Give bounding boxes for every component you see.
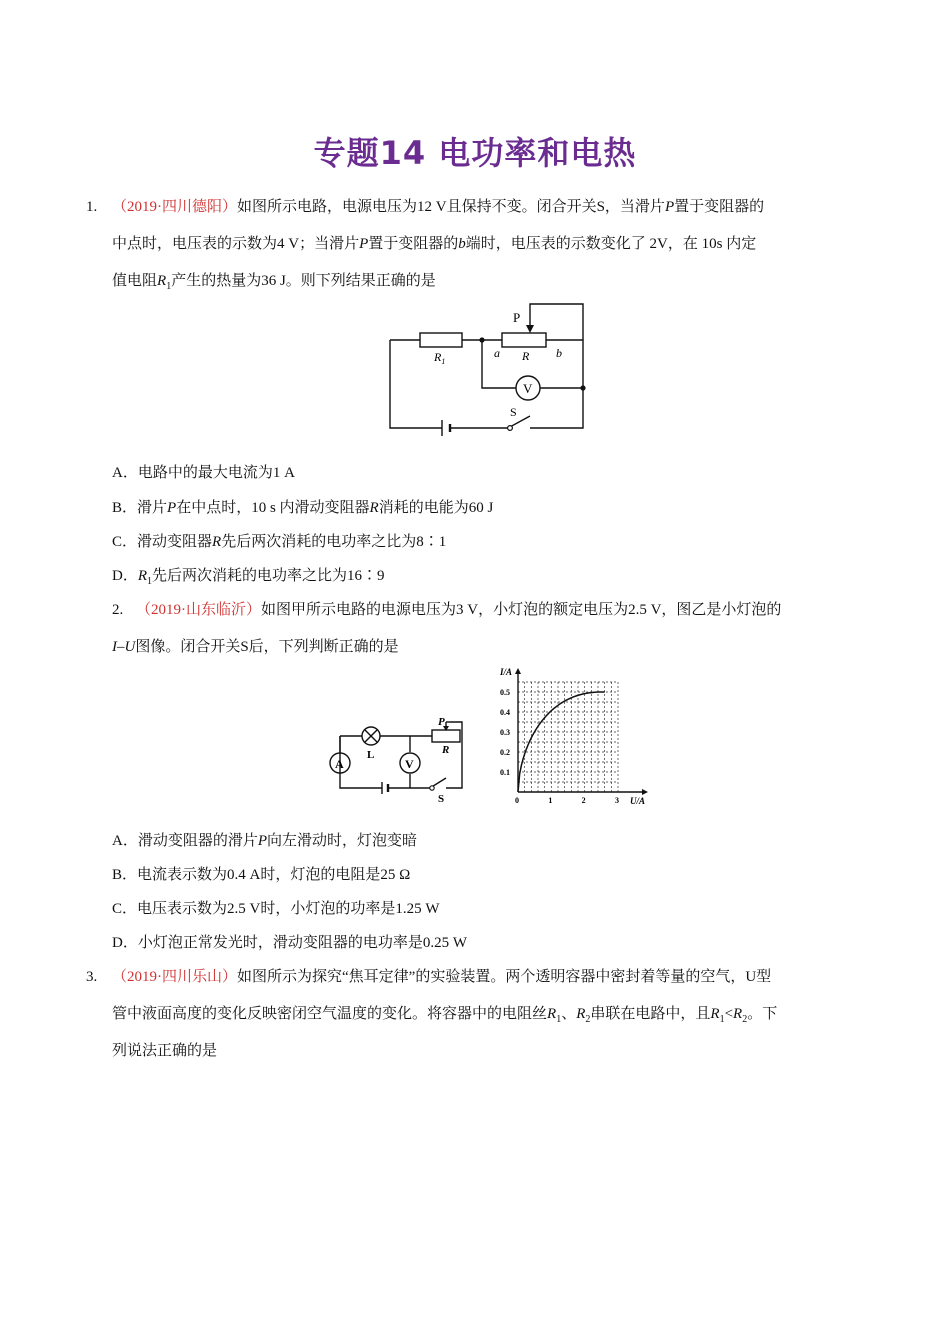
x-tick-label: 2 — [581, 796, 586, 805]
y-axis-label: I/A — [500, 667, 513, 677]
q1-stem-line3 — [112, 270, 872, 298]
label-r1: $R_1$ — [434, 350, 446, 366]
x-tick-label: 0 — [515, 796, 519, 805]
voltmeter-label: V — [405, 757, 414, 771]
label-a: a — [494, 346, 500, 360]
q1-source: （2019·四川德阳） — [112, 199, 237, 215]
q3-stem-line2: 管中液面高度的变化反映密闭空气温度的变化。将容器中的电阻丝$R_1$、$R_2$串联在电路中，且$R_1<R_2$。下 — [112, 1006, 778, 1025]
q2-source: （2019·山东临沂） — [136, 602, 261, 618]
label-p: P — [513, 310, 521, 325]
label-r: R — [442, 744, 450, 756]
q2-text: 图像。闭合开关S后，下列判断正确的是 — [135, 639, 399, 655]
q1-stem-line1 — [112, 196, 872, 218]
q1-text: 中点时，电压表的示数为4 V；当滑片 — [112, 236, 360, 252]
q1-option-c: C．滑动变阻器R先后两次消耗的电功率之比为8∶1 — [112, 534, 447, 550]
q3-source: （2019·四川乐山） — [112, 969, 237, 985]
label-b: b — [556, 346, 562, 360]
y-tick-label: 0.3 — [500, 728, 510, 737]
q1-text: 如图所示电路，电源电压为12 V且保持不变。闭合开关S，当滑片 — [237, 199, 665, 215]
q1-text: 置于变阻器的 — [674, 199, 765, 215]
q2-stem-line1 — [136, 599, 896, 621]
q2-option-c: C．电压表示数为2.5 V时，小灯泡的功率是1.25 W — [112, 901, 440, 917]
q1-option-d: D．$R_1$先后两次消耗的电功率之比为16∶9 — [112, 568, 385, 587]
voltmeter-label: V — [523, 381, 533, 396]
q1-var-p: P — [359, 236, 369, 252]
ammeter-label: A — [335, 757, 344, 771]
q1-number: 1. — [86, 199, 98, 215]
y-tick-label: 0.4 — [500, 708, 510, 717]
page-title: 专题14 电功率和电热 — [313, 134, 637, 172]
x-axis-arrow-icon — [642, 789, 648, 795]
q2-number: 2. — [112, 602, 124, 618]
q2-iu: I–U — [112, 639, 136, 655]
lamp-label: L — [367, 749, 375, 761]
q1-text: 产生的热量为36 J。则下列结果正确的是 — [171, 273, 436, 289]
x-axis-label: U/A — [630, 796, 646, 806]
x-tick-label: 3 — [615, 796, 619, 805]
q1-var-p: P — [664, 199, 675, 215]
q3-stem-line1 — [112, 966, 872, 988]
q1-option-a: A．电路中的最大电流为1 A — [112, 465, 295, 481]
slider-arrow-icon — [526, 325, 534, 333]
q1-text: 置于变阻器的 — [368, 236, 459, 252]
y-axis-arrow-icon — [515, 668, 521, 674]
x-tick-label: 1 — [548, 796, 553, 805]
q2-iu-graph — [494, 664, 654, 808]
q2-option-d: D．小灯泡正常发光时，滑动变阻器的电功率是0.25 W — [112, 935, 468, 951]
q1-var-b: b — [458, 236, 466, 252]
label-p: P — [438, 716, 445, 728]
q2-option-b: B．电流表示数为0.4 A时，灯泡的电阻是25 Ω — [112, 867, 411, 883]
q2-circuit-diagram — [322, 712, 472, 807]
q1-sub: 1 — [166, 281, 172, 292]
q2-text: 如图甲所示电路的电源电压为3 V，小灯泡的额定电压为2.5 V，图乙是小灯泡的 — [261, 602, 782, 618]
q2-option-a: A．滑动变阻器的滑片P向左滑动时，灯泡变暗 — [112, 833, 418, 849]
q1-text: 端时，电压表的示数变化了 2V，在 10s 内定 — [465, 236, 757, 252]
y-tick-label: 0.1 — [500, 768, 510, 777]
q1-text: 值电阻 — [112, 273, 158, 289]
q1-circuit-diagram — [380, 298, 600, 448]
q3-text: 如图所示为探究“焦耳定律”的实验装置。两个透明容器中密封着等量的空气，U型 — [237, 969, 772, 985]
y-tick-label: 0.5 — [500, 688, 510, 697]
label-s: S — [510, 405, 517, 419]
q1-var-r: R — [157, 273, 167, 289]
y-tick-label: 0.2 — [500, 748, 510, 757]
q3-stem-line3: 列说法正确的是 — [112, 1043, 218, 1059]
q1-stem-line2 — [112, 233, 872, 255]
q3-number: 3. — [86, 969, 98, 985]
q1-option-b: B．滑片P在中点时，10 s 内滑动变阻器R消耗的电能为60 J — [112, 500, 494, 516]
label-r: R — [522, 349, 530, 363]
label-s: S — [438, 793, 445, 805]
q2-stem-line2 — [112, 636, 872, 658]
